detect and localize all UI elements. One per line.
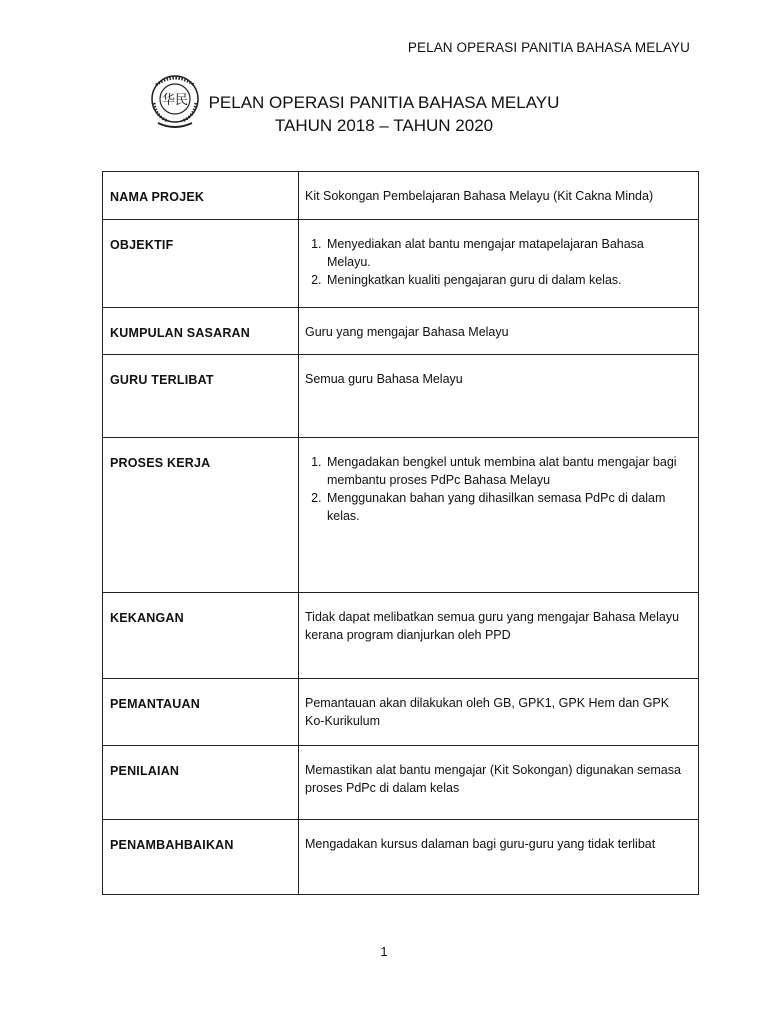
proses-kerja-list — [305, 453, 690, 525]
title-line-1: PELAN OPERASI PANITIA BAHASA MELAYU — [208, 93, 560, 112]
table-row — [103, 679, 699, 746]
table-row — [103, 593, 699, 679]
row-value: Pemantauan akan dilakukan oleh GB, GPK1, GPK Hem dan GPK Ko-Kurikulum — [299, 679, 699, 746]
row-label: NAMA PROJEK — [103, 172, 299, 220]
list-item: 2. Menggunakan bahan yang dihasilkan semasa PdPc di dalam kelas. — [325, 489, 690, 525]
title-line-2: TAHUN 2018 – TAHUN 2020 — [274, 116, 494, 135]
list-item: 1. Menyediakan alat bantu mengajar matapelajaran Bahasa Melayu. — [325, 235, 690, 271]
table-row — [103, 220, 699, 308]
row-label: OBJEKTIF — [103, 220, 299, 308]
table-row — [103, 355, 699, 438]
row-value: Mengadakan kursus dalaman bagi guru-guru yang tidak terlibat — [299, 820, 699, 895]
row-value: Guru yang mengajar Bahasa Melayu — [299, 308, 699, 355]
row-label: KUMPULAN SASARAN — [103, 308, 299, 355]
row-label: KEKANGAN — [103, 593, 299, 679]
list-item: 1. Mengadakan bengkel untuk membina alat bantu mengajar bagi membantu proses PdPc Bahasa Melayu — [325, 453, 690, 489]
row-value: Semua guru Bahasa Melayu — [299, 355, 699, 438]
row-value — [299, 438, 699, 593]
table-row — [103, 172, 699, 220]
plan-table — [102, 171, 699, 895]
table-row — [103, 308, 699, 355]
row-value: Tidak dapat melibatkan semua guru yang mengajar Bahasa Melayu kerana program dianjurkan oleh PPD — [299, 593, 699, 679]
logo-glyph: 华民 — [161, 93, 189, 108]
table-row — [103, 438, 699, 593]
row-value: Kit Sokongan Pembelajaran Bahasa Melayu (Kit Cakna Minda) — [299, 172, 699, 220]
row-label: PROSES KERJA — [103, 438, 299, 593]
page-number: 1 — [380, 944, 388, 959]
row-label: PEMANTAUAN — [103, 679, 299, 746]
row-label: PENILAIAN — [103, 746, 299, 820]
table-row — [103, 746, 699, 820]
list-item: 2. Meningkatkan kualiti pengajaran guru di dalam kelas. — [325, 271, 690, 289]
row-label: PENAMBAHBAIKAN — [103, 820, 299, 895]
row-value — [299, 220, 699, 308]
row-label: GURU TERLIBAT — [103, 355, 299, 438]
table-row — [103, 820, 699, 895]
objektif-list — [305, 235, 690, 289]
row-value: Memastikan alat bantu mengajar (Kit Sokongan) digunakan semasa proses PdPc di dalam kelas — [299, 746, 699, 820]
page-title — [0, 92, 768, 138]
running-header: PELAN OPERASI PANITIA BAHASA MELAYU — [407, 40, 690, 55]
